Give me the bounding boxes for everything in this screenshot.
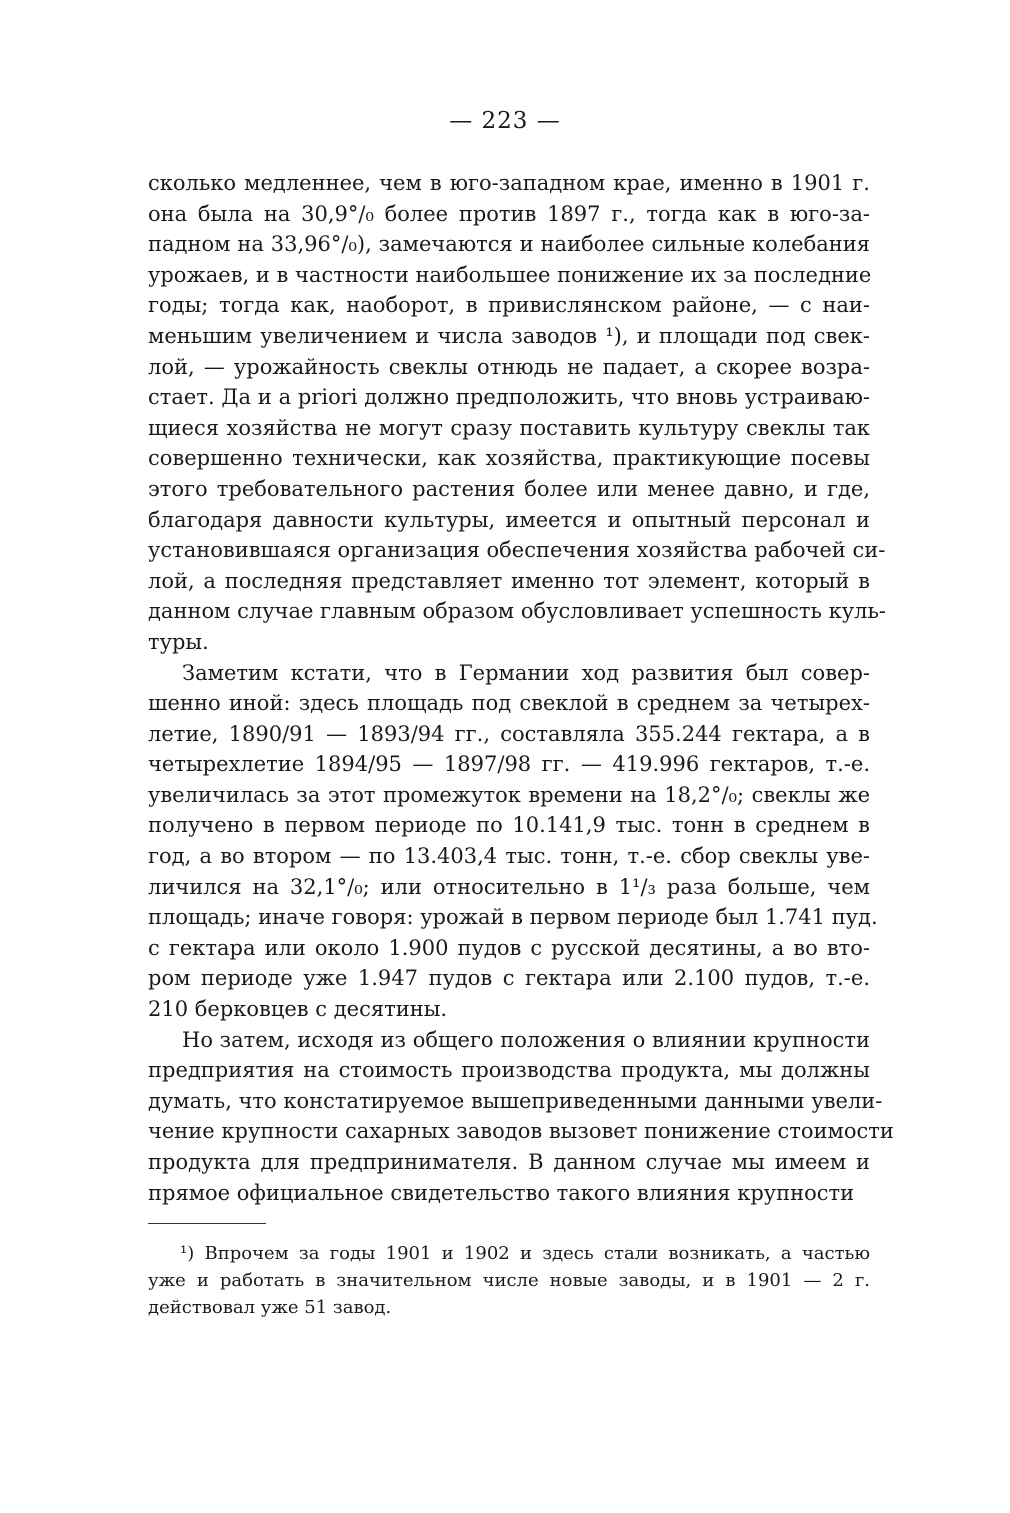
body-text (148, 168, 894, 1208)
paragraph (148, 658, 878, 1025)
text-line: стает. Да и a priori должно предположить, что вновь устраиваю- (148, 385, 870, 410)
text-line: меньшим увеличением и числа заводов ¹), и площади под свек- (148, 323, 870, 348)
text-line: с гектара или около 1.900 пудов с русской десятины, а во вто- (148, 935, 870, 960)
footnote (148, 1240, 870, 1321)
text-line: чение крупности сахарных заводов вызовет понижение стоимости (148, 1119, 894, 1144)
text-line: прямое официальное свидетельство такого влияния крупности (148, 1180, 855, 1205)
text-line: думать, что констатируемое вышеприведенными данными увели- (148, 1088, 883, 1113)
text-line: этого требовательного растения более или менее давно, и где, (148, 476, 870, 501)
text-line: данном случае главным образом обусловливает успешность куль- (148, 599, 886, 624)
footnote-line: уже и работать в значительном числе новые заводы, и в 1901 — 2 г. (148, 1270, 870, 1291)
text-line: увеличилась за этот промежуток времени на 18,2°/₀; свеклы же (148, 782, 870, 807)
text-line: туры. (148, 629, 209, 654)
text-line: площадь; иначе говоря: урожай в первом периоде был 1.741 пуд. (148, 905, 878, 930)
text-line: ром периоде уже 1.947 пудов с гектара или 2.100 пудов, т.-е. (148, 966, 870, 991)
text-line: шенно иной: здесь площадь под свеклой в среднем за четырех- (148, 691, 870, 716)
text-line: лой, — урожайность свеклы отнюдь не падает, а скорее возра- (148, 354, 870, 379)
text-line: совершенно технически, как хозяйства, практикующие посевы (148, 446, 870, 471)
text-line: продукта для предпринимателя. В данном случае мы имеем и (148, 1150, 870, 1174)
text-line: личился на 32,1°/₀; или относительно в 1¹/₃ раза больше, чем (148, 874, 870, 899)
text-line: урожаев, и в частности наибольшее понижение их за последние (148, 262, 872, 287)
footnote-line: действовал уже 51 завод. (148, 1297, 392, 1318)
text-line: сколько медленнее, чем в юго-западном крае, именно в 1901 г. (148, 171, 870, 195)
paragraph (148, 168, 886, 658)
text-line: годы; тогда как, наоборот, в привислянском районе, — с наи- (148, 293, 870, 318)
text-line: установившаяся организация обеспечения хозяйства рабочей си- (148, 538, 886, 563)
text-line: Но затем, исходя из общего положения о влиянии крупности (182, 1027, 870, 1052)
text-line: она была на 30,9°/₀ более против 1897 г., тогда как в юго-за- (148, 201, 870, 226)
text-line: щиеся хозяйства не могут сразу поставить культуру свеклы так (148, 415, 870, 440)
text-line: год, а во втором — по 13.403,4 тыс. тонн, т.-е. сбор свеклы уве- (148, 844, 870, 869)
text-line: получено в первом периоде по 10.141,9 тыс. тонн в среднем в (148, 813, 870, 838)
text-line: 210 берковцев с десятины. (148, 997, 448, 1022)
text-line: четырехлетие 1894/95 — 1897/98 гг. — 419.996 гектаров, т.-е. (148, 752, 870, 777)
text-line: летие, 1890/91 — 1893/94 гг., составляла 355.244 гектара, а в (148, 721, 870, 746)
text-line: Заметим кстати, что в Германии ход развития был совер- (182, 660, 870, 685)
text-line: падном на 33,96°/₀), замечаются и наиболее сильные колебания (148, 232, 870, 257)
text-line: лой, а последняя представляет именно тот элемент, который в (148, 568, 870, 593)
footnote-line: ¹) Впрочем за годы 1901 и 1902 и здесь стали возникать, а частью (180, 1243, 870, 1264)
text-line: благодаря давности культуры, имеется и опытный персонал и (148, 507, 870, 532)
page-number: — 223 — (449, 108, 561, 134)
footnote-divider (148, 1223, 266, 1224)
paragraph (148, 1025, 894, 1209)
text-line: предприятия на стоимость производства продукта, мы должны (148, 1058, 870, 1083)
